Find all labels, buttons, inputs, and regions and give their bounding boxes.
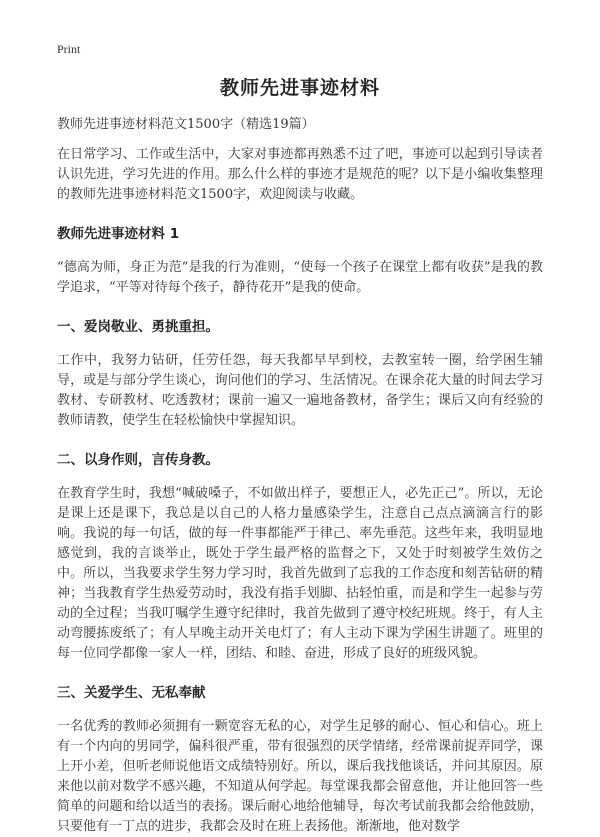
section-paragraph-3: 一名优秀的教师必须拥有一颗宽容无私的心，对学生足够的耐心、恒心和信心。班上有一个内向的男同学，偏科很严重，带有很强烈的厌学情绪，经常课前捉弄同学，课上开小差，但听老师说他语文成绩特别好。所以，课后我找他谈话，并问其原因。原来他以前对数学不感兴趣，不知道从何学起。每堂课我都会留意他，并让他回答一些简单的问题和给以适当的表扬。课后耐心地给他辅导，每次考试前我都会给他鼓励，只要他有一丁点的进步，我都会及时在班上表扬他。渐渐地，他对数学: [57, 719, 543, 834]
page-title: 教师先进事迹材料: [219, 77, 380, 99]
quote-paragraph: “德高为师，身正为范”是我的行为准则，“使每一个孩子在课堂上都有收获”是我的教学追求，“平等对待每个孩子，静待花开”是我的使命。: [57, 260, 543, 295]
section-paragraph-2: 在教育学生时，我想“喊破嗓子，不如做出样子，要想正人，必先正己”。所以，无论是课上还是课下，我总是以自己的人格力量感染学生，注意自己点点滴滴言行的影响。我说的每一句话，做的每一件事都能严于律己、率先垂范。这些年来，我明显地感觉到，我的言谈举止，既处于学生最严格的监督之下，又处于时刻被学生效仿之中。所以，当我要求学生努力学习时，我首先做到了忘我的工作态度和刻苦钻研的精神；当我教育学生热爱劳动时，我没有指手划脚、拈轻怕重，而是和学生一起参与劳动的全过程；当我叮嘱学生遵守纪律时，我首先做到了遵守校纪班规。终于，有人主动弯腰拣废纸了；有人早晚主动开关电灯了；有人主动下课为学困生讲题了。班里的每一位同学都像一家人一样，团结、和睦、奋进，形成了良好的班级风貌。: [57, 486, 543, 661]
print-link[interactable]: Print: [57, 42, 81, 56]
article-heading: 教师先进事迹材料 1: [57, 226, 180, 242]
document-subtitle: 教师先进事迹材料范文1500字（精选19篇）: [57, 117, 315, 132]
section-paragraph-1: 工作中，我努力钻研，任劳任怨，每天我都早早到校，去教室转一圈，给学困生辅导，或是与部分学生谈心，询问他们的学习、生活情况。在课余花大量的时间去学习教材、专研教材、吃透教材；课前一遍又一遍地备教材，备学生；课后又向有经验的教师请教，使学生在轻松愉快中掌握知识。: [57, 353, 543, 428]
section-heading-1: 一、爱岗敬业、勇挑重担。: [57, 319, 219, 335]
section-heading-3: 三、关爱学生、无私奉献: [57, 685, 206, 701]
intro-paragraph: 在日常学习、工作或生活中，大家对事迹都再熟悉不过了吧，事迹可以起到引导读者认识先进，学习先进的作用。那么什么样的事迹才是规范的呢？以下是小编收集整理的教师先进事迹材料范文1500字，欢迎阅读与收藏。: [57, 147, 543, 202]
section-heading-2: 二、以身作则，言传身教。: [57, 452, 219, 468]
